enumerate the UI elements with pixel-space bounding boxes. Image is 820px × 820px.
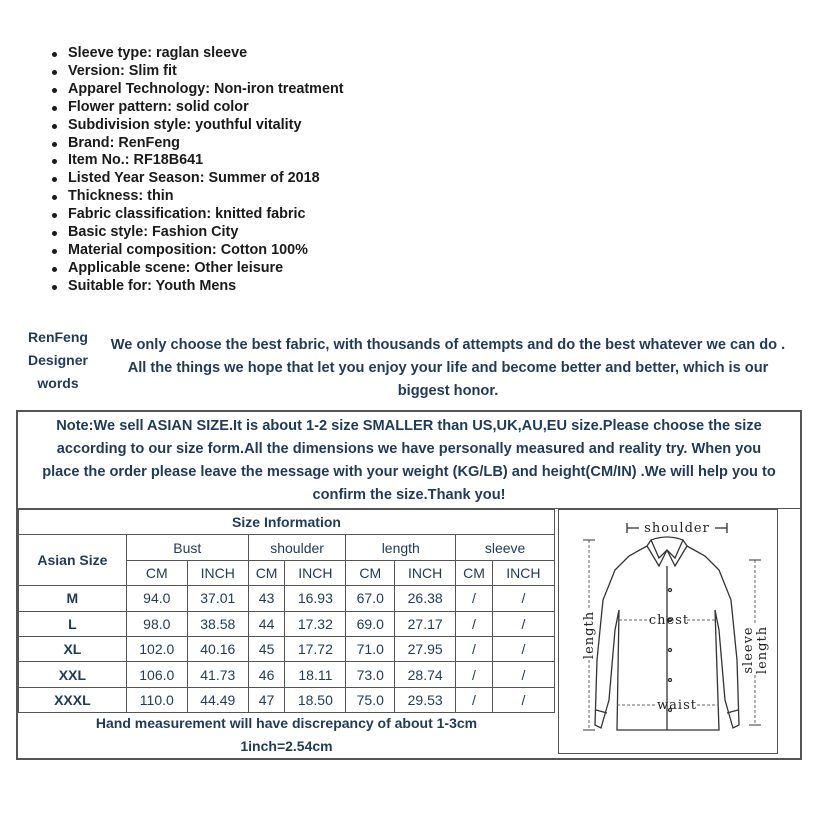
unit-header: INCH (285, 560, 346, 585)
table-row (19, 611, 555, 636)
chest-label: chest (648, 613, 690, 628)
table-cell: 71.0 (346, 636, 395, 661)
note-line: Note:We sell ASIAN SIZE.It is about 1-2 size SMALLER than US,UK,AU,EU size.Please choose the size (56, 418, 762, 434)
table-cell: / (456, 586, 493, 611)
table-cell: 110.0 (126, 687, 187, 712)
spec-item: Listed Year Season: Summer of 2018 (50, 170, 344, 188)
table-cell: 17.32 (285, 611, 346, 636)
inch-conversion: 1inch=2.54cm (240, 738, 333, 754)
table-cell: / (492, 662, 554, 687)
spec-item: Fabric classification: knitted fabric (50, 206, 344, 224)
table-cell: 37.01 (187, 586, 248, 611)
table-cell: / (492, 586, 554, 611)
shirt-diagram-icon (559, 510, 777, 753)
spec-item: Apparel Technology: Non-iron treatment (50, 81, 344, 99)
unit-header: CM (456, 560, 493, 585)
table-cell: 47 (248, 687, 285, 712)
table-cell: 73.0 (346, 662, 395, 687)
table-row (19, 586, 555, 611)
size-label: XXXL (19, 687, 127, 712)
table-cell: 27.95 (395, 636, 456, 661)
designer-label-line: Designer (28, 352, 88, 368)
size-footer (18, 712, 555, 758)
spec-item: Version: Slim fit (50, 63, 344, 81)
size-chart-panel (16, 410, 802, 760)
table-cell: 94.0 (126, 586, 187, 611)
unit-header: INCH (187, 560, 248, 585)
sleeve-label: sleeve (741, 626, 756, 674)
size-note (18, 412, 800, 509)
table-cell: / (492, 636, 554, 661)
table-cell: 43 (248, 586, 285, 611)
spec-item: Material composition: Cotton 100% (50, 242, 344, 260)
table-cell: / (456, 636, 493, 661)
table-cell: / (492, 687, 554, 712)
table-cell: 98.0 (126, 611, 187, 636)
designer-label-line: words (37, 375, 79, 391)
table-cell: 46 (248, 662, 285, 687)
table-cell: 40.16 (187, 636, 248, 661)
table-cell: 28.74 (395, 662, 456, 687)
table-row (19, 662, 555, 687)
spec-item: Flower pattern: solid color (50, 99, 344, 117)
note-line: place the order please leave the message with your weight (KG/LB) and height(CM/IN) .We will help you to (42, 464, 776, 480)
group-header-length: length (346, 535, 456, 560)
waist-label: waist (657, 698, 697, 713)
table-cell: / (456, 687, 493, 712)
table-cell: 106.0 (126, 662, 187, 687)
designer-statement: We only choose the best fabric, with thousands of attempts and do the best whatever we can do . All the things we hope that let you enjoy your life and become better and better, which is our biggest honor. (110, 337, 786, 399)
table-row (19, 687, 555, 712)
size-column-header: Asian Size (19, 535, 127, 586)
table-cell: 29.53 (395, 687, 456, 712)
designer-words-label (22, 326, 94, 395)
spec-item: Applicable scene: Other leisure (50, 260, 344, 278)
spec-item: Sleeve type: raglan sleeve (50, 45, 344, 63)
group-header-bust: Bust (126, 535, 248, 560)
table-cell: 75.0 (346, 687, 395, 712)
table-cell: 44 (248, 611, 285, 636)
table-cell: 17.72 (285, 636, 346, 661)
shoulder-label: shoulder (644, 521, 710, 536)
unit-header: INCH (395, 560, 456, 585)
table-cell: 45 (248, 636, 285, 661)
table-cell: 67.0 (346, 586, 395, 611)
table-cell: 18.11 (285, 662, 346, 687)
note-line: confirm the size.Thank you! (312, 487, 506, 503)
unit-header: INCH (492, 560, 554, 585)
spec-item: Subdivision style: youthful vitality (50, 117, 344, 135)
measurement-diagram (558, 509, 778, 754)
size-label: L (19, 611, 127, 636)
size-label: M (19, 586, 127, 611)
table-cell: / (456, 662, 493, 687)
table-cell: 38.58 (187, 611, 248, 636)
length-label: length (582, 610, 597, 660)
table-cell: 102.0 (126, 636, 187, 661)
table-row (19, 636, 555, 661)
spec-item: Thickness: thin (50, 188, 344, 206)
note-line: according to our size form.All the dimensions we have personally measured and reality try. When you (56, 441, 762, 457)
sleeve-length-label: length (755, 625, 770, 675)
table-cell: 69.0 (346, 611, 395, 636)
group-header-sleeve: sleeve (456, 535, 555, 560)
group-header-shoulder: shoulder (248, 535, 346, 560)
unit-header: CM (248, 560, 285, 585)
size-label: XL (19, 636, 127, 661)
discrepancy-note: Hand measurement will have discrepancy of about 1-3cm (95, 715, 478, 731)
size-table (18, 509, 555, 713)
unit-header: CM (346, 560, 395, 585)
unit-header: CM (126, 560, 187, 585)
spec-item: Brand: RenFeng (50, 135, 344, 153)
table-cell: 18.50 (285, 687, 346, 712)
table-cell: 16.93 (285, 586, 346, 611)
spec-item: Item No.: RF18B641 (50, 152, 344, 170)
spec-list (50, 45, 344, 296)
spec-item: Suitable for: Youth Mens (50, 278, 344, 296)
table-cell: / (456, 611, 493, 636)
table-cell: 27.17 (395, 611, 456, 636)
table-cell: 41.73 (187, 662, 248, 687)
table-cell: 44.49 (187, 687, 248, 712)
size-table-title: Size Information (19, 510, 555, 535)
designer-label-line: RenFeng (28, 329, 88, 345)
table-cell: / (492, 611, 554, 636)
spec-item: Basic style: Fashion City (50, 224, 344, 242)
size-label: XXL (19, 662, 127, 687)
table-cell: 26.38 (395, 586, 456, 611)
